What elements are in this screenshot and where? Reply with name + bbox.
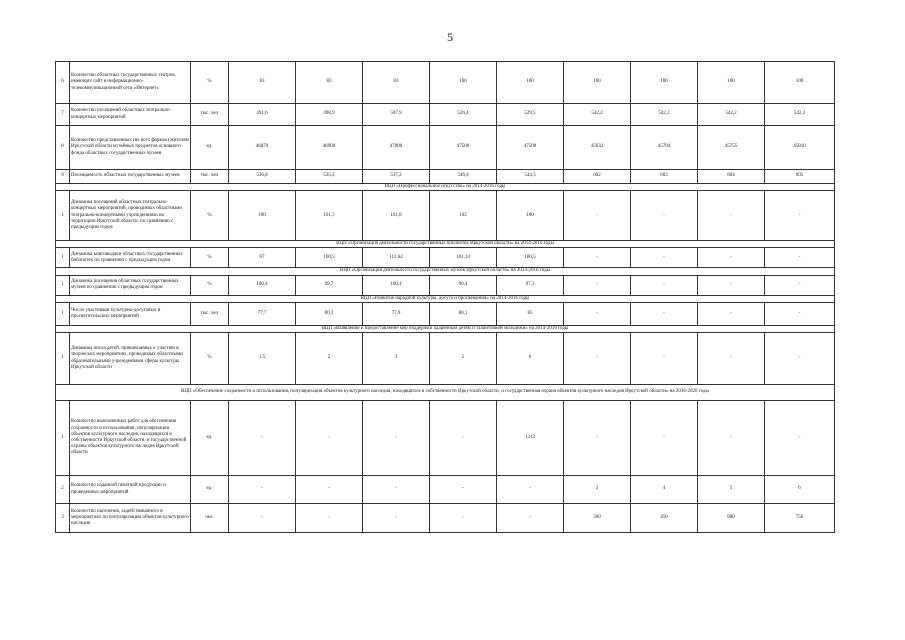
value-cell: 45632 bbox=[564, 126, 631, 170]
value-cell: - bbox=[564, 401, 631, 476]
section-header-row bbox=[56, 268, 835, 275]
unit: % bbox=[191, 275, 229, 295]
value-cell: 45810 bbox=[765, 126, 835, 170]
table-row bbox=[56, 275, 835, 295]
value-cell: - bbox=[430, 476, 497, 504]
value-cell: 46900 bbox=[296, 126, 363, 170]
value-cell: 45755 bbox=[698, 126, 765, 170]
value-cell: 100,4 bbox=[229, 275, 296, 295]
indicator-name: Количество населения, задействованного в мероприятиях по популяризации объектов культурного наследия bbox=[70, 504, 191, 533]
section-title: ВЦП «Выявление и предоставление мер поддержки одаренным детям и талантливой молодежи» на 2014-2016 годы bbox=[56, 325, 835, 332]
value-cell: 4 bbox=[631, 476, 698, 504]
value-cell: 536,8 bbox=[229, 170, 296, 184]
value-cell: - bbox=[698, 191, 765, 241]
value-cell: - bbox=[497, 504, 564, 533]
value-cell: - bbox=[631, 275, 698, 295]
value-cell: 491,6 bbox=[229, 104, 296, 126]
value-cell: 47500 bbox=[430, 126, 497, 170]
value-cell: - bbox=[631, 401, 698, 476]
value-cell: 602 bbox=[564, 170, 631, 184]
table-row bbox=[56, 302, 835, 325]
value-cell: 97,3 bbox=[497, 275, 564, 295]
value-cell: - bbox=[229, 401, 296, 476]
value-cell: 100 bbox=[497, 191, 564, 241]
value-cell: - bbox=[296, 476, 363, 504]
value-cell: 101,5 bbox=[296, 191, 363, 241]
table-row bbox=[56, 126, 835, 170]
value-cell: 2 bbox=[564, 476, 631, 504]
indicator-name: Динамика книговыдачи областных государственных библиотек по сравнению с предыдущим годом bbox=[70, 248, 191, 268]
value-cell: - bbox=[631, 302, 698, 325]
indicator-name: Количество посещений областных театрально-концертных мероприятий bbox=[70, 104, 191, 126]
value-cell: - bbox=[631, 191, 698, 241]
value-cell: - bbox=[430, 401, 497, 476]
value-cell: - bbox=[631, 333, 698, 385]
table-row bbox=[56, 170, 835, 184]
value-cell: 112,62 bbox=[363, 248, 430, 268]
value-cell: 100 bbox=[229, 191, 296, 241]
value-cell: 101,8 bbox=[363, 191, 430, 241]
value-cell: 100 bbox=[497, 62, 564, 104]
value-cell: - bbox=[698, 275, 765, 295]
unit: % bbox=[191, 333, 229, 385]
page-number: 5 bbox=[447, 30, 453, 44]
indicator-name: Динамика посещения областных государственных музеев по сравнению с предыдущим годом bbox=[70, 275, 191, 295]
value-cell: - bbox=[765, 248, 835, 268]
value-cell: - bbox=[229, 504, 296, 533]
value-cell: 83 bbox=[296, 62, 363, 104]
section-header-row bbox=[56, 385, 835, 401]
table-row bbox=[56, 191, 835, 241]
section-header-row bbox=[56, 241, 835, 248]
value-cell: - bbox=[564, 302, 631, 325]
unit: % bbox=[191, 191, 229, 241]
value-cell: - bbox=[564, 248, 631, 268]
value-cell: - bbox=[430, 504, 497, 533]
value-cell: 77,7 bbox=[229, 302, 296, 325]
indicator-name: Количество выполненных работ для обеспечения сохранности и использования, популяризации объектов культурного наследия, находящихся в собственности Иркутской области, и государственной охраны объектов культурного наследия Иркутской области bbox=[70, 401, 191, 476]
value-cell: 67 bbox=[229, 248, 296, 268]
unit: ед. bbox=[191, 476, 229, 504]
table-row bbox=[56, 333, 835, 385]
value-cell: 47000 bbox=[363, 126, 430, 170]
value-cell: 450 bbox=[631, 504, 698, 533]
unit: ед. bbox=[191, 126, 229, 170]
value-cell: 100,5 bbox=[296, 248, 363, 268]
value-cell: 45704 bbox=[631, 126, 698, 170]
value-cell: - bbox=[564, 333, 631, 385]
row-number: 7 bbox=[56, 104, 70, 126]
unit: ед. bbox=[191, 401, 229, 476]
value-cell: 526,4 bbox=[430, 104, 497, 126]
value-cell: 90,4 bbox=[430, 275, 497, 295]
section-title: ВЦП «Организация деятельности государственных библиотек Иркутской области» на 2014-2016 годы bbox=[56, 241, 835, 248]
table-row bbox=[56, 476, 835, 504]
value-cell: - bbox=[698, 333, 765, 385]
value-cell: 6 bbox=[497, 333, 564, 385]
value-cell: 535,2 bbox=[296, 170, 363, 184]
value-cell: 102 bbox=[430, 191, 497, 241]
value-cell: 100 bbox=[765, 62, 835, 104]
value-cell: 99,7 bbox=[296, 275, 363, 295]
row-number: 8 bbox=[56, 126, 70, 170]
value-cell: 507,9 bbox=[363, 104, 430, 126]
value-cell: 605 bbox=[765, 170, 835, 184]
value-cell: 83 bbox=[363, 62, 430, 104]
value-cell: 100 bbox=[430, 62, 497, 104]
value-cell: 5 bbox=[698, 476, 765, 504]
section-title: ВЦП «Обеспечение сохранности и использования, популяризация объектов культурного наследия, находящихся в собственности Иркутской области, и государственная охрана объектов культурного наследия Иркутской области» на 2016-2020 годы bbox=[56, 385, 835, 401]
value-cell: 544,5 bbox=[497, 170, 564, 184]
value-cell: - bbox=[363, 476, 430, 504]
value-cell: 2 bbox=[296, 333, 363, 385]
row-number: 1 bbox=[56, 275, 70, 295]
value-cell: 603 bbox=[631, 170, 698, 184]
indicator-name: Количество областных государственных театров, имеющих сайт в информационно-телекоммуникационной сети «Интернет» bbox=[70, 62, 191, 104]
unit: % bbox=[191, 62, 229, 104]
value-cell: - bbox=[765, 302, 835, 325]
indicator-name: Количество изданной печатной продукции и проведенных мероприятий bbox=[70, 476, 191, 504]
indicator-name: Число участников культурно-досуговых и просветительских мероприятий bbox=[70, 302, 191, 325]
row-number: 9 bbox=[56, 170, 70, 184]
value-cell: 604 bbox=[698, 170, 765, 184]
value-cell: 46879 bbox=[229, 126, 296, 170]
value-cell: - bbox=[363, 504, 430, 533]
indicator-name: Посещаемость областных государственных музеев bbox=[70, 170, 191, 184]
value-cell: 5 bbox=[430, 333, 497, 385]
value-cell: 537,2 bbox=[363, 170, 430, 184]
row-number: 1 bbox=[56, 191, 70, 241]
table-row bbox=[56, 504, 835, 533]
row-number: 6 bbox=[56, 62, 70, 104]
value-cell: 100 bbox=[698, 62, 765, 104]
section-title: ВЦП «Развитие народной культуры, досуга и просвещения» на 2014-2016 годы bbox=[56, 295, 835, 302]
value-cell: - bbox=[631, 248, 698, 268]
value-cell: 750 bbox=[765, 504, 835, 533]
section-header-row bbox=[56, 325, 835, 332]
section-title: ВЦП «Профессиональное искусство» на 2014-2016 годы bbox=[56, 184, 835, 191]
row-number: 1 bbox=[56, 248, 70, 268]
value-cell: - bbox=[698, 302, 765, 325]
row-number: 1 bbox=[56, 333, 70, 385]
row-number: 1 bbox=[56, 401, 70, 476]
value-cell: 6 bbox=[765, 476, 835, 504]
indicators-table bbox=[55, 61, 835, 533]
value-cell: 546,4 bbox=[430, 170, 497, 184]
unit: тыс. чел bbox=[191, 170, 229, 184]
value-cell: - bbox=[296, 504, 363, 533]
value-cell: 542,2 bbox=[698, 104, 765, 126]
value-cell: 80,3 bbox=[296, 302, 363, 325]
value-cell: 542,2 bbox=[631, 104, 698, 126]
value-cell: - bbox=[564, 191, 631, 241]
value-cell: 600 bbox=[698, 504, 765, 533]
table-row bbox=[56, 62, 835, 104]
value-cell: 80,1 bbox=[430, 302, 497, 325]
indicator-name: Количество представленных (во всех формах) жителям Иркутской области музейных предметов основного фонда областных государственных музеев bbox=[70, 126, 191, 170]
value-cell: - bbox=[765, 333, 835, 385]
value-cell: - bbox=[765, 275, 835, 295]
value-cell: 529,5 bbox=[497, 104, 564, 126]
value-cell: 1,5 bbox=[229, 333, 296, 385]
value-cell: 100,5 bbox=[497, 248, 564, 268]
table-row bbox=[56, 104, 835, 126]
row-number: 3 bbox=[56, 504, 70, 533]
value-cell: - bbox=[698, 401, 765, 476]
value-cell: 3 bbox=[363, 333, 430, 385]
value-cell: 77,9 bbox=[363, 302, 430, 325]
value-cell: - bbox=[765, 191, 835, 241]
value-cell: - bbox=[497, 476, 564, 504]
value-cell: 85 bbox=[497, 302, 564, 325]
value-cell: 498,9 bbox=[296, 104, 363, 126]
value-cell: 100,4 bbox=[363, 275, 430, 295]
indicator-name: Динамика числа детей, привлекаемых к участию в творческих мероприятиях, проводимых областными образовательными учреждениями сферы культуры Иркутской области bbox=[70, 333, 191, 385]
value-cell: - bbox=[564, 275, 631, 295]
value-cell: 542,2 bbox=[564, 104, 631, 126]
value-cell: 47500 bbox=[497, 126, 564, 170]
value-cell: - bbox=[229, 476, 296, 504]
value-cell: 101,14 bbox=[430, 248, 497, 268]
section-title: ВЦП «Организация деятельности государственных музеев Иркутской области» на 2014-2016 годы bbox=[56, 268, 835, 275]
table-row bbox=[56, 401, 835, 476]
table-row bbox=[56, 248, 835, 268]
value-cell: 300 bbox=[564, 504, 631, 533]
value-cell: 542,2 bbox=[765, 104, 835, 126]
unit: % bbox=[191, 248, 229, 268]
value-cell: - bbox=[296, 401, 363, 476]
row-number: 2 bbox=[56, 476, 70, 504]
value-cell: - bbox=[698, 248, 765, 268]
unit: тыс. чел bbox=[191, 302, 229, 325]
unit: чел. bbox=[191, 504, 229, 533]
section-header-row bbox=[56, 184, 835, 191]
value-cell: - bbox=[363, 401, 430, 476]
value-cell: - bbox=[765, 401, 835, 476]
value-cell: 100 bbox=[564, 62, 631, 104]
row-number: 1 bbox=[56, 302, 70, 325]
value-cell: 100 bbox=[631, 62, 698, 104]
section-header-row bbox=[56, 295, 835, 302]
unit: тыс. чел bbox=[191, 104, 229, 126]
indicator-name: Динамика посещений областных театрально-концертных мероприятий, проводимых областными театрально-концертными учреждениями на территории Иркутской области, по сравнению с предыдущим годом bbox=[70, 191, 191, 241]
value-cell: 1213 bbox=[497, 401, 564, 476]
value-cell: 83 bbox=[229, 62, 296, 104]
